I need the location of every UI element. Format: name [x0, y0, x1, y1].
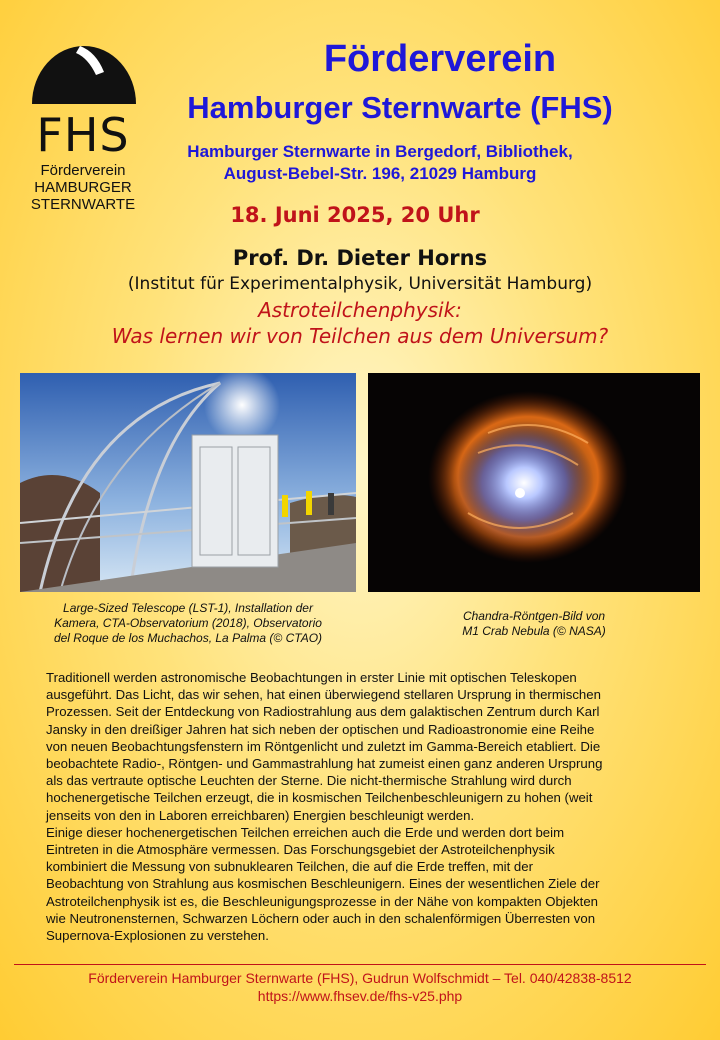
- footer-url[interactable]: https://www.fhsev.de/fhs-v25.php: [257, 988, 463, 1004]
- logo-line-3: STERNWARTE: [30, 196, 136, 213]
- telescope-caption-line: Large-Sized Telescope (LST-1), Installation der: [63, 601, 313, 615]
- abstract-line: Jansky in den dreißiger Jahren hat sich neben der optischen und Radioastronomie eine Reihe: [46, 721, 595, 737]
- abstract-line: kombiniert die Messung von subnuklearen Teilchen, die auf die Erde treffen, mit der: [46, 859, 533, 875]
- abstract-line: beobachtete Radio-, Röntgen- und Gammastrahlung hat zumeist einen ganz anderen Ursprung: [46, 756, 603, 772]
- nebula-caption-line: M1 Crab Nebula (© NASA): [462, 624, 606, 638]
- abstract-line: Supernova-Explosionen zu verstehen.: [46, 928, 269, 944]
- observatory-dome-icon: [26, 26, 140, 106]
- abstract-line: hochenergetische Teilchen erzeugt, die in kosmischen Teilchenbeschleunigern zu hohen (weit: [46, 790, 593, 806]
- abstract-line: ausgeführt. Das Licht, das wir sehen, hat einen überwiegend stellaren Ursprung in thermischen: [46, 687, 601, 703]
- abstract-line: von neuen Beobachtungsfenstern im Röntgenlicht und zuletzt im Gamma-Bereich etabliert. Die: [46, 738, 601, 754]
- speaker-institution: (Institut für Experimentalphysik, Universität Hamburg): [127, 274, 593, 294]
- telescope-caption-line: Kamera, CTA-Observatorium (2018), Observatorio: [54, 616, 322, 630]
- talk-title-line-1: Astroteilchenphysik:: [258, 298, 462, 322]
- address-line-2: August-Bebel-Str. 196, 21029 Hamburg: [223, 164, 537, 183]
- abstract-line: jenseits von den in Laboren erreichbaren) Energien beschleunigt werden.: [46, 807, 475, 823]
- logo-letters: FHS: [36, 108, 130, 162]
- speaker-name: Prof. Dr. Dieter Horns: [232, 246, 488, 270]
- talk-title-line-2: Was lernen wir von Teilchen aus dem Universum?: [111, 324, 609, 348]
- abstract-text: [46, 669, 676, 944]
- abstract-line: Astroteilchenphysik ist es, die Beschleunigungsprozesse in der Nähe von kompakten Objekten: [46, 893, 598, 909]
- crab-nebula-photo: [368, 373, 700, 592]
- footer-contact: Förderverein Hamburger Sternwarte (FHS), Gudrun Wolfschmidt – Tel. 040/42838-8512: [88, 970, 632, 986]
- abstract-line: Traditionell werden astronomische Beobachtungen in erster Linie mit optischen Teleskopen: [46, 670, 577, 685]
- abstract-line: Beobachtung von Strahlung aus kosmischen Beschleunigern. Eines der wesentlichen Ziele der: [46, 876, 600, 892]
- abstract-line: wie Neutronensternen, Schwarzen Löchern oder auch in den schalenförmigen Überresten von: [46, 910, 596, 926]
- abstract-line: Einige dieser hochenergetischen Teilchen erreichen auch die Erde und werden dort beim: [46, 824, 565, 840]
- logo-line-2: HAMBURGER: [34, 179, 132, 196]
- abstract-line: als das vertraute optische Leuchten der Sterne. Die nicht-thermische Strahlung wird durch: [46, 773, 572, 789]
- telescope-caption-line: del Roque de los Muchachos, La Palma (© CTAO): [53, 631, 323, 645]
- nebula-caption: [368, 609, 700, 639]
- abstract-line: Eintreten in die Atmosphäre vermessen. Das Forschungsgebiet der Astroteilchenphysik: [46, 842, 555, 858]
- page-subtitle: Hamburger Sternwarte (FHS): [187, 90, 613, 125]
- nebula-caption-line: Chandra-Röntgen-Bild von: [462, 609, 606, 623]
- footer-divider: [14, 964, 706, 965]
- telescope-photo: [20, 373, 356, 592]
- page-title: Förderverein: [323, 38, 557, 80]
- logo-line-1: Förderverein: [40, 162, 126, 179]
- address-line-1: Hamburger Sternwarte in Bergedorf, Bibliothek,: [187, 142, 573, 161]
- event-date: 18. Juni 2025, 20 Uhr: [230, 203, 480, 227]
- abstract-line: Prozessen. Seit der Entdeckung von Radiostrahlung aus dem galaktischen Zentrum durch Karl: [46, 704, 600, 720]
- telescope-caption: [20, 601, 356, 646]
- fhs-logo: [22, 26, 144, 216]
